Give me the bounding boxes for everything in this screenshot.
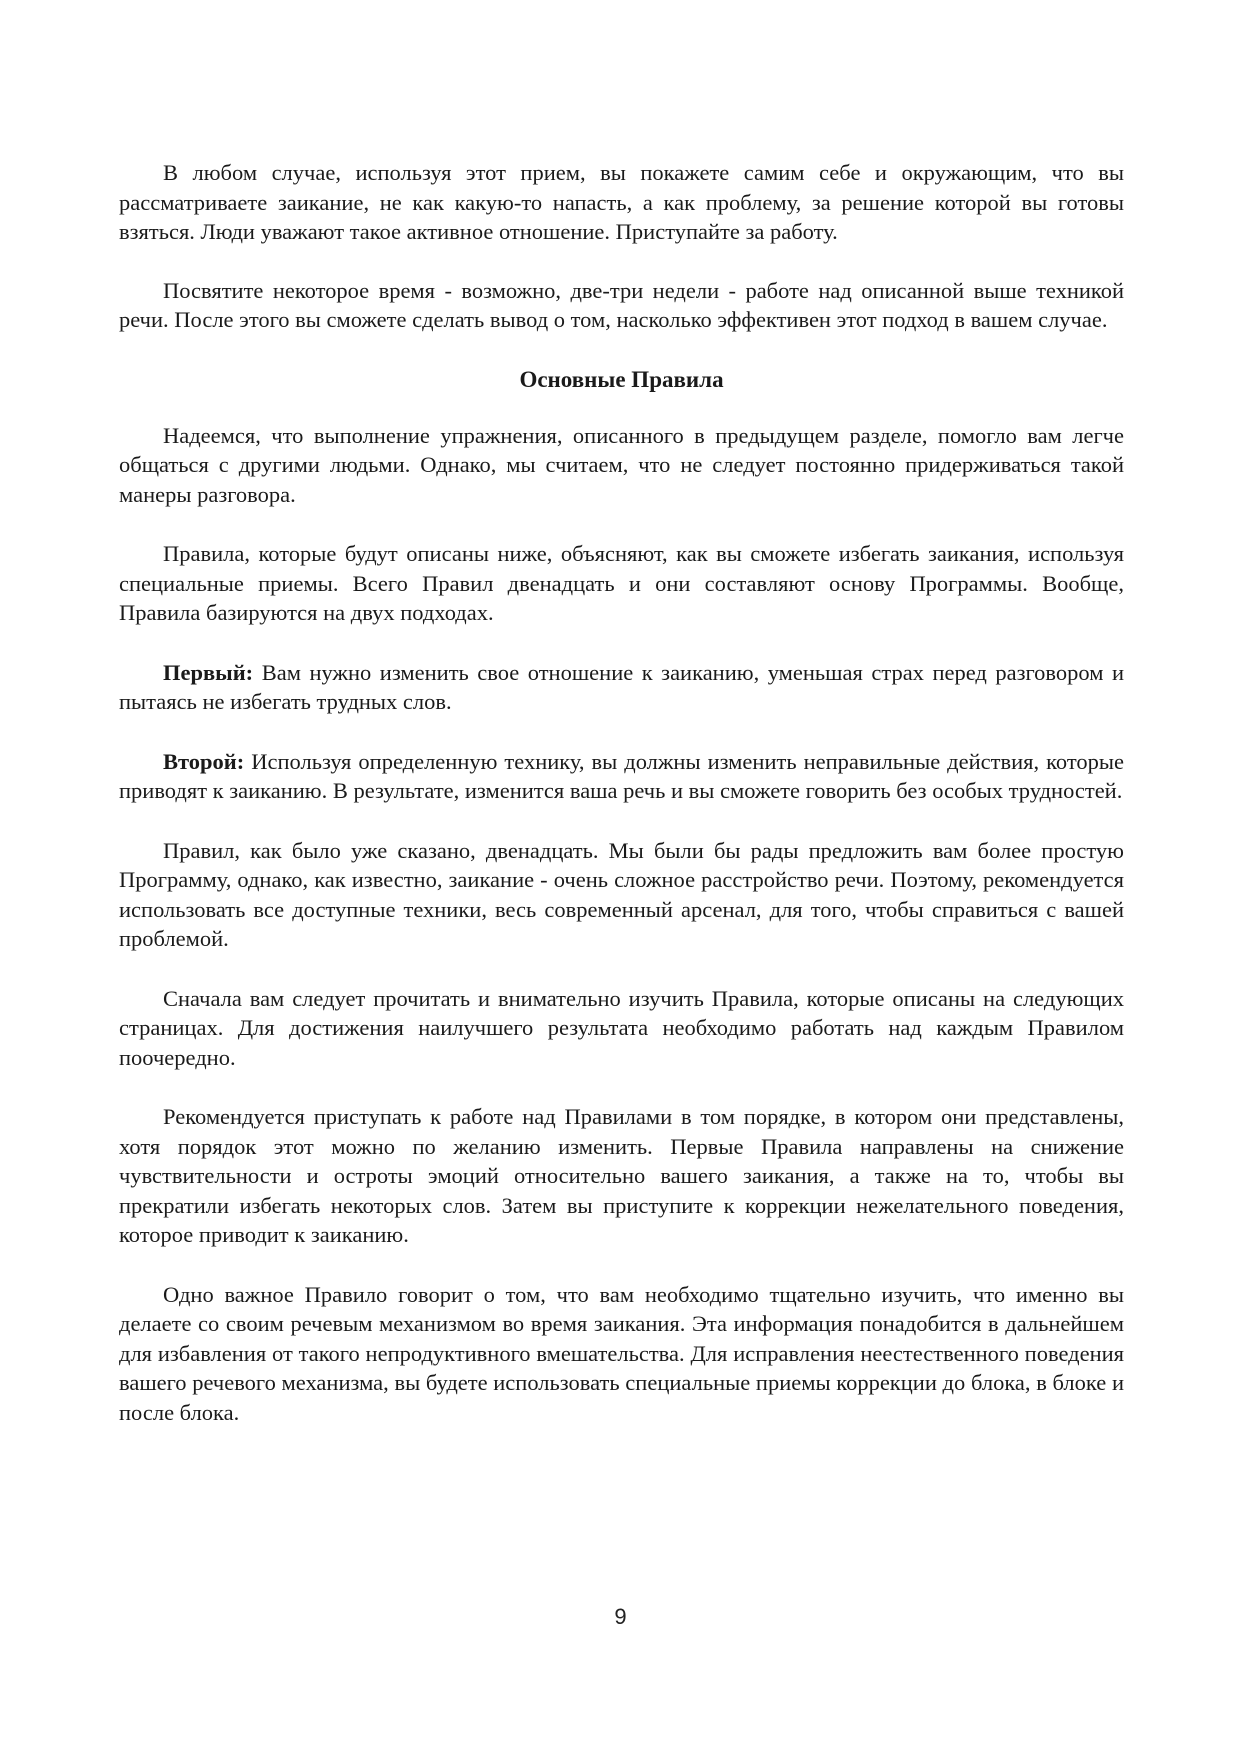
document-body bbox=[119, 158, 1124, 1427]
first-approach-text: Вам нужно изменить свое отношение к заиканию, уменьшая страх перед разговором и пытаясь не избегать трудных слов. bbox=[119, 659, 1124, 714]
paragraph: Посвятите некоторое время - возможно, две-три недели - работе над описанной выше техникой речи. После этого вы сможете сделать вывод о том, насколько эффективен этот подход в вашем случае. bbox=[119, 277, 1124, 332]
paragraph: Рекомендуется приступать к работе над Правилами в том порядке, в котором они представлены, хотя порядок этот можно по желанию изменить. Первые Правила направлены на снижение чувствительности и остроты эмоций относительно вашего заикания, а также на то, чтобы вы прекратили избегать некоторых слов. Затем вы приступите к коррекции нежелательного поведения, которое приводит к заиканию. bbox=[119, 1104, 1124, 1247]
paragraph: Сначала вам следует прочитать и внимательно изучить Правила, которые описаны на следующих страницах. Для достижения наилучшего результата необходимо работать над каждым Правилом поочередно. bbox=[119, 985, 1124, 1070]
first-approach-label: Первый: bbox=[163, 659, 254, 685]
paragraph: Одно важное Правило говорит о том, что вам необходимо тщательно изучить, что именно вы делаете со своим речевым механизмом во время заикания. Эта информация понадобится в дальнейшем для избавления от такого непродуктивного вмешательства. Для исправления неестественного поведения вашего речевого механизма, вы будете использовать специальные приемы коррекции до блока, в блоке и после блока. bbox=[119, 1281, 1124, 1425]
paragraph: Правила, которые будут описаны ниже, объясняют, как вы сможете избегать заикания, используя специальные приемы. Всего Правил двенадцать и они составляют основу Программы. Вообще, Правила базируются на двух подходах. bbox=[119, 541, 1124, 625]
paragraph-first-approach bbox=[119, 658, 1124, 717]
second-approach-label: Второй: bbox=[163, 748, 245, 774]
paragraph-second-approach bbox=[119, 747, 1124, 806]
paragraph: Надеемся, что выполнение упражнения, описанного в предыдущем разделе, помогло вам легче общаться с другими людьми. Однако, мы считаем, что не следует постоянно придерживаться такой манеры разговора. bbox=[119, 422, 1124, 507]
second-approach-text: Используя определенную технику, вы должны изменить неправильные действия, которые приводят к заиканию. В результате, изменится ваша речь и вы сможете говорить без особых трудностей. bbox=[119, 748, 1124, 803]
paragraph: Правил, как было уже сказано, двенадцать. Мы были бы рады предложить вам более простую Программу, однако, как известно, заикание - очень сложное расстройство речи. Поэтому, рекомендуется использовать все доступные техники, весь современный арсенал, для того, чтобы справиться с вашей проблемой. bbox=[119, 837, 1124, 951]
paragraph: В любом случае, используя этот прием, вы покажете самим себе и окружающим, что вы рассматриваете заикание, не как какую-то напасть, а как проблему, за решение которой вы готовы взяться. Люди уважают такое активное отношение. Приступайте за работу. bbox=[119, 160, 1124, 244]
section-heading: Основные Правила bbox=[519, 366, 724, 392]
page-number: 9 bbox=[614, 1604, 627, 1629]
